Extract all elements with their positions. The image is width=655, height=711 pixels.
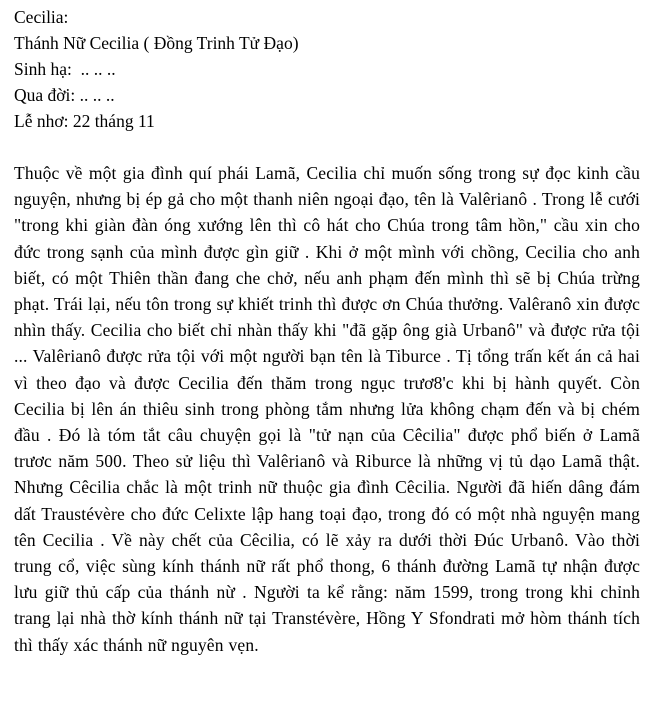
feast-day-line: Lễ nhơ: 22 tháng 11: [14, 111, 155, 131]
birth-line: Sinh hạ: .. .. ..: [14, 59, 116, 79]
saint-name: Cecilia:: [14, 7, 69, 27]
document-page: [14, 4, 640, 658]
saint-info-header: [14, 4, 640, 134]
biography-paragraph: Thuộc về một gia đình quí phái Lamã, Cecilia chỉ muốn sống trong sự đọc kinh cầu nguyện, nhưng bị ép gả cho một thanh niên ngoại đạo, tên là Valêrianô . Trong lễ cưới "trong khi giàn đàn óng xướng lên thì cô hát cho Chúa trong tâm hồn," cầu xin cho đức trong sạnh của mình được gìn giữ . Khi ở một mình với chồng, Cecilia cho anh biết, có một Thiên thần đang che chở, nếu anh phạm đến mình thì sẽ bị Chúa trừng phạt. Trái lại, nếu tôn trong sự khiết trinh thì được ơn Chúa thưởng. Valêranô xin được nhìn thấy. Cecilia cho biết chỉ nhàn thấy khi "đã gặp ông già Urbanô" và được rửa tội ... Valêrianô được rửa tội với một người bạn tên là Tiburce . Tị tổng trấn kết án cả hai vì theo đạo và được Cecilia đến thăm trong ngục trươ8'c khi bị hành quyết. Còn Cecilia bị lên án thiêu sinh trong phòng tắm nhưng lửa không chạm đến và bị chém đầu . Đó là tóm tắt câu chuyện gọi là "tử nạn của Cêcilia" được phổ biến ở Lamã trươc năm 500. Theo sử liệu thì Valêrianô và Riburce là những vị tủ dạo Lamã thật. Nhưng Cêcilia chắc là một trinh nữ thuộc gia đình Cêcilia. Người đã hiến dâng đám dất Traustévère cho đức Celixte lập hang toại đạo, trong đó có một nhà nguyện mang tên Cecilia . Về này chết của Cêcilia, có lẽ xảy ra dưới thời Đúc Urbanô. Vào thời trung cổ, việc sùng kính thánh nữ rất phổ thong, 6 thánh đường Lamã tự nhận được lưu giữ thủ cấp của thánh nừ . Người ta kể rằng: năm 1599, trong trong khi chỉnh trang lại nhà thờ kính thánh nữ tại Transtévère, Hồng Y Sfondrati mở hòm thánh tích thì thấy xác thánh nữ nguyên vẹn.: [14, 163, 640, 655]
saint-title: Thánh Nữ Cecilia ( Đồng Trinh Tử Đạo): [14, 33, 299, 53]
death-line: Qua đời: .. .. ..: [14, 85, 115, 105]
